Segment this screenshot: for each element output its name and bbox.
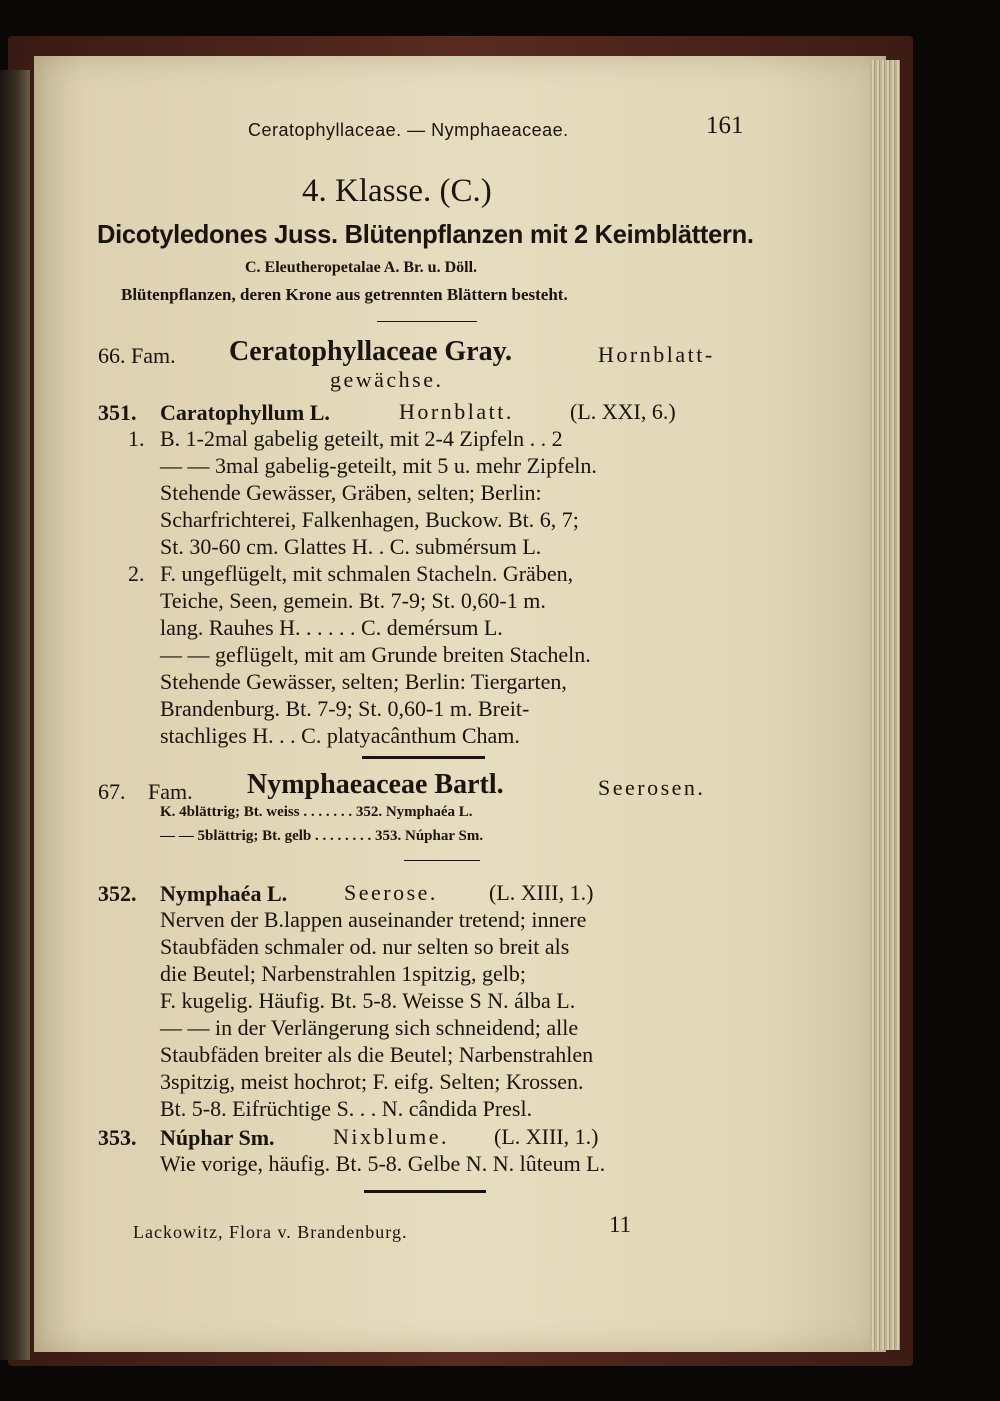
division-description: Blütenpflanzen, deren Krone aus getrennten Blättern besteht. [121, 285, 568, 304]
family-67-common-name: Seerosen. [598, 775, 706, 800]
text-line: Staubfäden schmaler od. nur selten so breit als [160, 934, 570, 959]
text-line: Staubfäden breiter als die Beutel; Narbenstrahlen [160, 1042, 594, 1067]
genus-351-common: Hornblatt. [399, 399, 514, 424]
class-title: 4. Klasse. (C.) [302, 173, 492, 209]
text-line: lang. Rauhes H. . . . . . C. demérsum L. [160, 615, 503, 640]
text-line: St. 30-60 cm. Glattes H. . C. submérsum L. [160, 534, 542, 559]
text-line: Wie vorige, häufig. Bt. 5-8. Gelbe N. N. lûteum L. [160, 1151, 606, 1176]
family-67-number: 67. [98, 779, 126, 804]
text-line: F. kugelig. Häufig. Bt. 5-8. Weisse S N. álba L. [160, 988, 576, 1013]
sheet-number: 11 [609, 1212, 632, 1237]
division-title: C. Eleutheropetalae A. Br. u. Döll. [245, 259, 478, 276]
genus-352-common: Seerose. [344, 880, 438, 905]
text-line: Scharfrichterei, Falkenhagen, Buckow. Bt. 6, 7; [160, 507, 579, 532]
genus-351-name: Caratophyllum L. [160, 400, 330, 425]
divider-rule [364, 1190, 486, 1193]
family-66-common-name-cont: gewächse. [330, 367, 444, 392]
divider-rule [362, 756, 485, 759]
text-line: Nerven der B.lappen auseinander tretend; innere [160, 907, 587, 932]
text-line: B. 1-2mal gabelig geteilt, mit 2-4 Zipfeln . . 2 [160, 426, 563, 451]
text-line: die Beutel; Narbenstrahlen 1spitzig, gelb; [160, 961, 526, 986]
text-line: — — 3mal gabelig-geteilt, mit 5 u. mehr Zipfeln. [160, 453, 597, 478]
divider-rule [404, 860, 480, 861]
genus-353-number: 353. [98, 1125, 137, 1150]
divider-rule [377, 321, 477, 322]
genus-352-name: Nymphaéa L. [160, 881, 288, 906]
text-line: Stehende Gewässer, selten; Berlin: Tiergarten, [160, 669, 567, 694]
text-line: 3spitzig, meist hochrot; F. eifg. Selten; Krossen. [160, 1069, 584, 1094]
text-line: Bt. 5-8. Eifrüchtige S. . . N. cândida Presl. [160, 1096, 533, 1121]
family-66-number: 66. Fam. [98, 343, 176, 368]
family-66-name: Ceratophyllaceae Gray. [229, 336, 513, 367]
class-subtitle: Dicotyledones Juss. Blütenpflanzen mit 2 Keimblättern. [97, 219, 754, 249]
text-line: stachliges H. . . C. platyacânthum Cham. [160, 723, 520, 748]
page-number: 161 [706, 112, 744, 139]
footer-signature: Lackowitz, Flora v. Brandenburg. [133, 1222, 408, 1242]
key-line: — — 5blättrig; Bt. gelb . . . . . . . . 353. Núphar Sm. [160, 828, 484, 844]
genus-352-linnaean-ref: (L. XIII, 1.) [489, 880, 594, 905]
key-number: 1. [128, 426, 145, 451]
text-line: Teiche, Seen, gemein. Bt. 7-9; St. 0,60-1 m. [160, 588, 546, 613]
text-line: Brandenburg. Bt. 7-9; St. 0,60-1 m. Breit- [160, 696, 530, 721]
family-66-common-name: Hornblatt- [598, 342, 715, 367]
text-line: — — geflügelt, mit am Grunde breiten Stacheln. [160, 642, 591, 667]
genus-353-linnaean-ref: (L. XIII, 1.) [494, 1124, 599, 1149]
text-line: Stehende Gewässer, Gräben, selten; Berlin: [160, 480, 542, 505]
key-number: 2. [128, 561, 145, 586]
family-67-name: Nymphaeaceae Bartl. [247, 769, 504, 800]
genus-352-number: 352. [98, 881, 137, 906]
family-67-label: Fam. [148, 779, 193, 804]
genus-351-number: 351. [98, 400, 137, 425]
text-line: — — in der Verlängerung sich schneidend; alle [160, 1015, 579, 1040]
running-header: Ceratophyllaceae. — Nymphaeaceae. [248, 120, 569, 140]
key-line: K. 4blättrig; Bt. weiss . . . . . . . 352. Nymphaéa L. [160, 804, 473, 820]
text-line: F. ungeflügelt, mit schmalen Stacheln. Gräben, [160, 561, 574, 586]
genus-351-linnaean-ref: (L. XXI, 6.) [570, 399, 676, 424]
genus-353-name: Núphar Sm. [160, 1125, 275, 1150]
genus-353-common: Nixblume. [333, 1124, 449, 1149]
